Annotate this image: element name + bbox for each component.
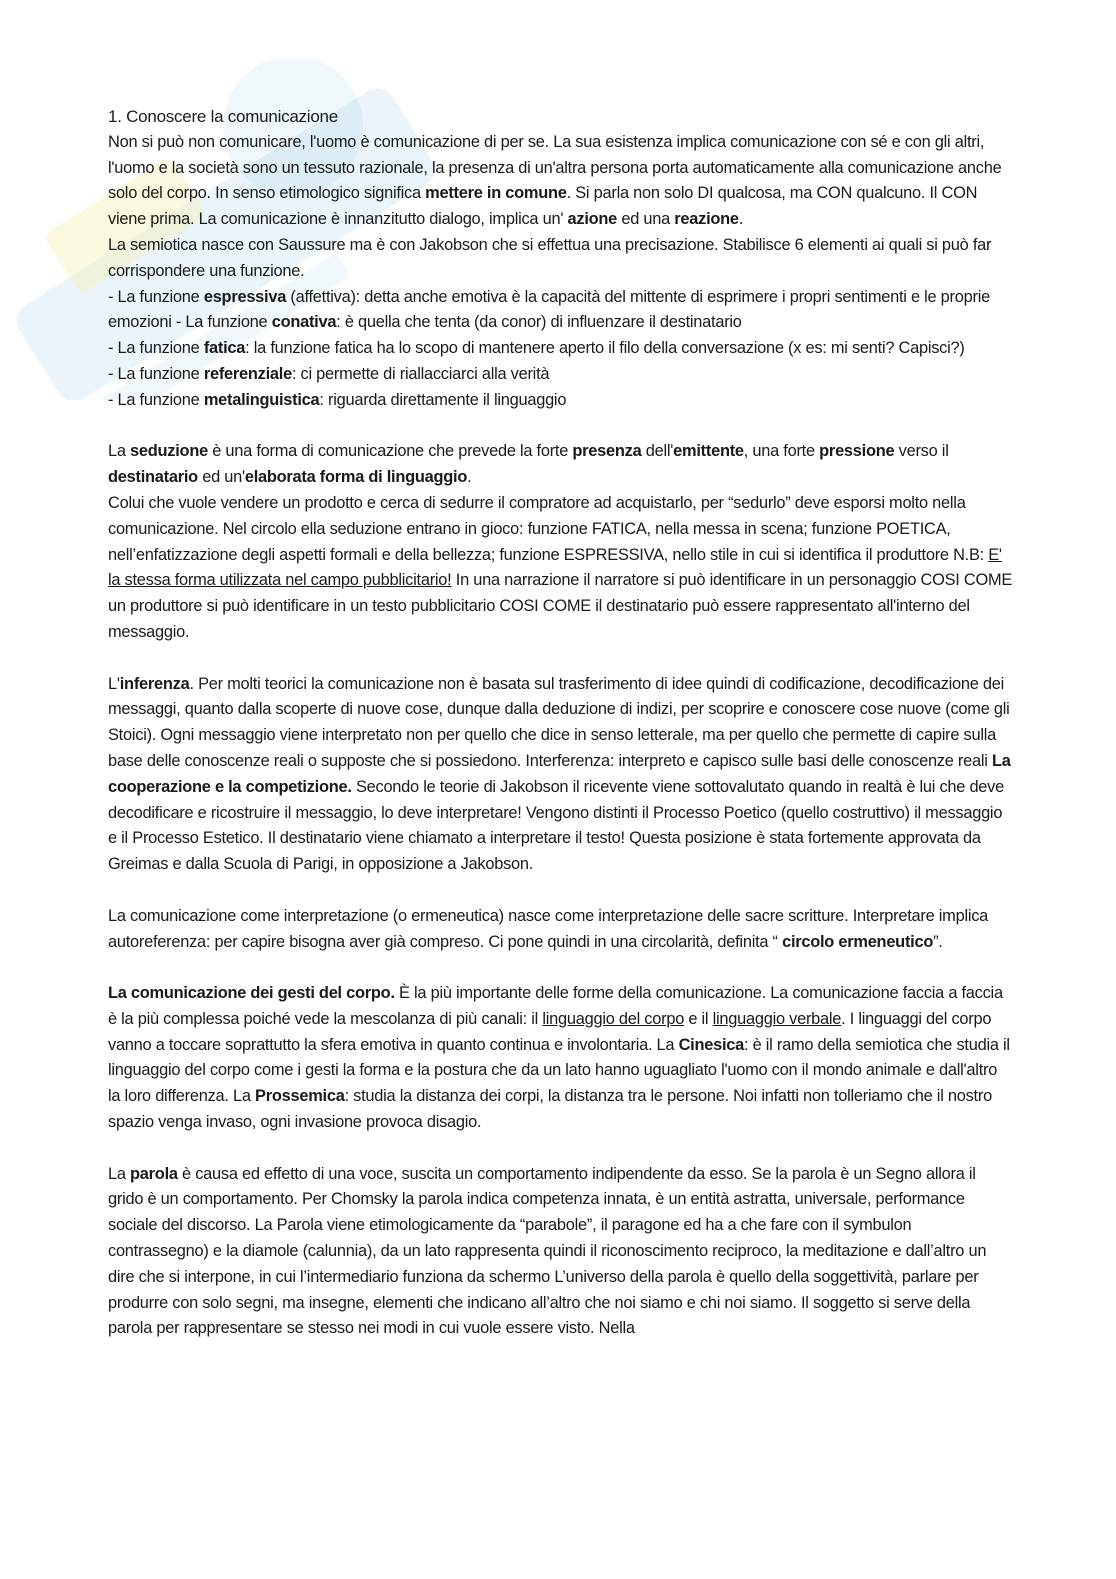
text-run: : studia la distanza dei corpi, la distanza tra le persone. Noi infatti non tolleriamo che il nostro spazio venga invaso, ogni invasione provoca disagio. bbox=[108, 1087, 992, 1132]
bold-term: azione bbox=[567, 210, 618, 229]
bold-term: pressione bbox=[819, 442, 895, 461]
text-run: ed una bbox=[617, 210, 675, 229]
bold-term: La comunicazione dei gesti del corpo. bbox=[108, 984, 395, 1003]
text-run: È la più importante delle forme della comunicazione. La comunicazione faccia a faccia è la più complessa poiché vede la mescolanza di più canali: il bbox=[108, 984, 1003, 1028]
text-run: : è il ramo della semiotica che studia il linguaggio del corpo come i gesti la forma e la postura che da un lato hanno uguagliato l'uomo con il mondo animale e dall'altro la loro differenza. La bbox=[108, 1035, 1010, 1106]
text-run: : è quella che tenta (da conor) di influenzare il destinatario bbox=[336, 313, 742, 332]
text-run: - La funzione bbox=[108, 390, 204, 409]
paragraph bbox=[108, 130, 1013, 414]
underlined-text: linguaggio verbale bbox=[712, 1009, 842, 1028]
text-run: : la funzione fatica ha lo scopo di mantenere aperto il filo della conversazione (x es: mi senti? Capisci?) bbox=[245, 339, 965, 358]
text-run: - La funzione bbox=[108, 364, 204, 383]
paragraph-gap bbox=[108, 646, 1013, 672]
text-run: . Per molti teorici la comunicazione non è basata sul trasferimento di idee quindi di codificazione, decodificazione dei messaggi, quanto dalla scoperte di nuove cose, dunque dalla deduzione di indizi, per scoprire e conoscere cose nuove (come gli Stoici). Ogni messaggio viene interpretato non per quello che dice in senso letterale, ma per quello che permette di capire sulla base delle conoscenze reali o supposte che si possiedono. Interferenza: interpreto e capisco sulle basi delle conoscenze reali bbox=[108, 674, 1010, 770]
text-run: (affettiva): detta anche emotiva è la capacità del mittente di esprimere i propri sentimenti e le proprie emozioni - La funzione bbox=[108, 287, 990, 332]
text-run: - La funzione bbox=[108, 339, 204, 358]
bold-term: Prossemica bbox=[255, 1087, 345, 1106]
bold-term: conativa bbox=[271, 313, 337, 332]
text-run: - La funzione bbox=[108, 287, 204, 306]
text-run: La comunicazione come interpretazione (o ermeneutica) nasce come interpretazione delle sacre scritture. Interpretare implica autoreferenza: per capire bisogna aver già compreso. Ci pone quindi in una circolarità, definita “ bbox=[108, 906, 989, 951]
text-run: Non si può non comunicare, l'uomo è comunicazione di per se. La sua esistenza implica comunicazione con sé e con gli altri, l'uomo e la società sono un tessuto razionale, la presenza di un'altra persona porta automaticamente alla comunicazione anche solo del corpo. In senso etimologico significa bbox=[108, 132, 1002, 203]
bold-term: parola bbox=[130, 1164, 178, 1183]
underlined-text: linguaggio del corpo bbox=[542, 1009, 685, 1028]
bold-term: presenza bbox=[572, 442, 642, 461]
text-run: . Si parla non solo DI qualcosa, ma CON qualcuno. Il CON viene prima. La comunicazione è innanzitutto dialogo, implica un' bbox=[108, 184, 978, 229]
bold-term: La cooperazione e la competizione. bbox=[108, 751, 1011, 796]
bold-term: seduzione bbox=[130, 442, 208, 461]
bold-term: circolo ermeneutico bbox=[782, 932, 934, 951]
bold-term: metalinguistica bbox=[203, 390, 320, 409]
text-run: La semiotica nasce con Saussure ma è con Jakobson che si effettua una precisazione. Stabilisce 6 elementi ai quali si può far corrispondere una funzione. bbox=[108, 235, 992, 280]
text-run: . bbox=[467, 468, 472, 487]
text-run: verso il bbox=[894, 442, 949, 461]
bold-term: referenziale bbox=[203, 364, 292, 383]
text-run: . I linguaggi del corpo vanno a toccare soprattutto la sfera emotiva in quanto continua e involontaria. La bbox=[108, 1009, 992, 1054]
paragraph-gap bbox=[108, 878, 1013, 904]
text-run: dell' bbox=[641, 442, 674, 461]
bold-term: Cinesica bbox=[678, 1035, 745, 1054]
text-run: : ci permette di riallacciarci alla verità bbox=[291, 364, 550, 383]
paragraph-gap bbox=[108, 955, 1013, 981]
paragraph-gap bbox=[108, 414, 1013, 440]
section-heading: 1. Conoscere la comunicazione bbox=[108, 107, 338, 126]
document-body bbox=[108, 104, 1013, 1342]
paragraph bbox=[108, 672, 1013, 878]
text-run: ”. bbox=[933, 932, 943, 951]
text-run: Colui che vuole vendere un prodotto e cerca di sedurre il compratore ad acquistarlo, per “sedurlo” deve esporsi molto nella comunicazione. Nel circolo ella seduzione entrano in gioco: funzione FATICA, nella messa in scena; funzione POETICA, nell’enfatizzazione degli aspetti formali e della bellezza; funzione ESPRESSIVA, nello stile in cui si identifica il produttore N.B: bbox=[108, 493, 989, 564]
bold-term: destinatario bbox=[108, 468, 198, 487]
paragraph bbox=[108, 439, 1013, 645]
text-run: L' bbox=[108, 674, 120, 693]
text-run: : riguarda direttamente il linguaggio bbox=[319, 390, 567, 409]
paragraph bbox=[108, 904, 1013, 956]
bold-term: mettere in comune bbox=[425, 184, 567, 203]
text-run: è causa ed effetto di una voce, suscita un comportamento indipendente da esso. Se la parola è un Segno allora il grido è un comportamento. Per Chomsky la parola indica competenza innata, è un entità astratta, universale, performance sociale del discorso. La Parola viene etimologicamente da “parabole”, il paragone ed ha a che fare con il symbulon contrassegno) e la diamole (calunnia), da un lato rappresenta quindi il riconoscimento reciproco, la meditazione e dall’altro un dire che si interpone, in cui l’intermediario funziona da schermo L’universo della parola è quello della soggettività, parlare per produrre con solo segni, ma insegne, elementi che indicano all’altro che noi siamo e chi noi siamo. Il soggetto si serve della parola per rappresentare se stesso nei modi in cui vuole essere visto. Nella bbox=[108, 1164, 987, 1338]
text-run: è una forma di comunicazione che prevede la forte bbox=[207, 442, 573, 461]
text-run: . bbox=[738, 210, 744, 229]
text-run: Secondo le teorie di Jakobson il ricevente viene sottovalutato quando in realtà è lui che deve decodificare e ricostruire il messaggio, lo deve interpretare! Vengono distinti il Processo Poetico (quello costruttivo) il messaggio e il Processo Estetico. Il destinatario viene chiamato a interpretare il testo! Questa posizione è stata fortemente approvata da Greimas e dalla Scuola di Parigi, in opposizione a Jakobson. bbox=[108, 777, 1004, 874]
paragraph-list bbox=[108, 130, 1013, 1342]
paragraph-gap bbox=[108, 1136, 1013, 1162]
text-run: ed un' bbox=[197, 468, 245, 487]
bold-term: espressiva bbox=[203, 287, 287, 306]
text-run: e il bbox=[684, 1009, 713, 1028]
paragraph bbox=[108, 981, 1013, 1136]
bold-term: elaborata forma di linguaggio bbox=[244, 468, 468, 487]
bold-term: inferenza bbox=[119, 674, 190, 693]
bold-term: emittente bbox=[673, 442, 744, 461]
bold-term: reazione bbox=[674, 210, 739, 229]
text-run: La bbox=[108, 442, 131, 461]
paragraph bbox=[108, 1162, 1013, 1343]
bold-term: fatica bbox=[203, 339, 246, 358]
text-run: La bbox=[108, 1164, 131, 1183]
text-run: , una forte bbox=[743, 442, 820, 461]
text-run: In una narrazione il narratore si può identificare in un personaggio COSI COME un produttore si può identificare in un testo pubblicitario COSI COME il destinatario può essere rappresentato all'interno del messaggio. bbox=[108, 571, 1013, 641]
underlined-text: E' la stessa forma utilizzata nel campo pubblicitario! bbox=[108, 545, 1002, 590]
